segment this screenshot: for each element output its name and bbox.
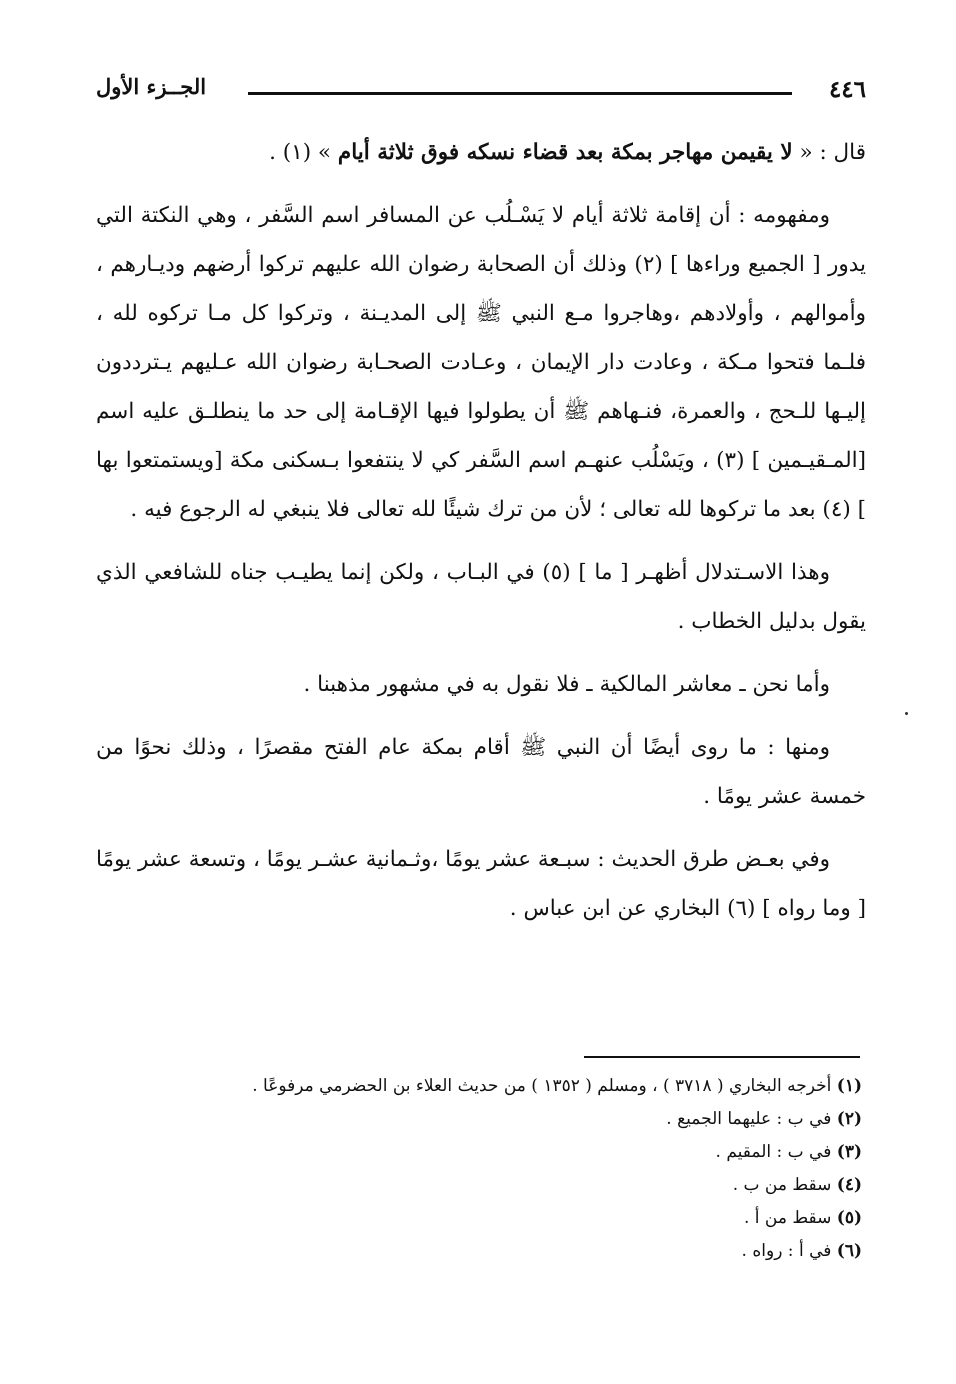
- margin-mark: [905, 712, 908, 715]
- footnote-item: [82, 1103, 862, 1136]
- footnote-item: [82, 1235, 862, 1268]
- footnote-number: (٤): [836, 1175, 862, 1195]
- paragraph-text: وفي بعـض طرق الحديث : سبـعة عشر يومًا ،وثـمانية عشـر يومًا ، وتسعة عشر يومًا [ وما رواه ] (٦) البخاري عن ابن عباس .: [96, 847, 866, 921]
- paragraph-text: وهذا الاسـتدلال أظهـر [ ما ] (٥) في البـاب ، ولكن إنما يطيـب جناه للشافعي الذي يقول بدليل الخطاب .: [96, 560, 866, 634]
- paragraph: [96, 660, 866, 709]
- footnote-text: سقط من أ .: [743, 1208, 837, 1228]
- footnote-number: (٦): [836, 1241, 862, 1261]
- footnotes: [82, 1070, 862, 1268]
- footnote-text: أخرجه البخاري ( ٣٧١٨ ) ، ومسلم ( ١٣٥٢ ) من حديث العلاء بن الحضرمي مرفوعًا .: [252, 1076, 837, 1096]
- paragraph-text: ومنها : ما روى أيضًا أن النبي ﷺ أقام بمكة عام الفتح مقصرًا ، وذلك نحوًا من خمسة عشر يومًا .: [96, 735, 866, 809]
- page-number: ٤٤٦: [828, 76, 866, 103]
- footnote-number: (١): [836, 1076, 862, 1096]
- paragraph-text: قال : «: [792, 140, 866, 165]
- footnote-text: في ب : عليهما الجميع .: [666, 1109, 837, 1129]
- paragraph-text: وأما نحن ـ معاشر المالكية ـ فلا نقول به في مشهور مذهبنا .: [303, 672, 830, 697]
- paragraph: [96, 835, 866, 933]
- paragraph-text: ومفهومه : أن إقامة ثلاثة أيام لا يَسْـلُب عن المسافر اسم السَّفر ، وهي النكتة التي يدور [ الجميع وراءها ] (٢) وذلك أن الصحابة رضوان الله عليهم تركوا أرضهم وديـارهم ، وأموالهم ، وأولادهم ،وهاجروا مـع النبي ﷺ إلى المديـنة ، وتركوا كل مـا تركوه لله ، فلـما فتحوا مـكة ، وعادت دار الإيمان ، وعـادت الصحـابة رضوان الله عـليهم يـترددون إليـها للـحج ، والعمرة، فنـهاهم ﷺ أن يطولوا فيها الإقـامة إلى حد ما ينطلـق عليه اسم [المـقيـمين ] (٣) ، ويَسْلُب عنهـم اسم السَّفر كي لا ينتفعوا بـسكنى مكة [ويستمتعوا بها ] (٤) بعد ما تركوها لله تعالى ؛ لأن من ترك شيئًا لله تعالى فلا ينبغي له الرجوع فيه .: [96, 203, 866, 522]
- footnote-item: [82, 1202, 862, 1235]
- paragraph-text: » (١) .: [269, 140, 338, 165]
- footnote-item: [82, 1169, 862, 1202]
- footnote-text: سقط من ب .: [732, 1175, 837, 1195]
- footnote-item: [82, 1070, 862, 1103]
- paragraph: [96, 548, 866, 646]
- header-title: الجــزء الأول: [96, 74, 207, 99]
- main-text: [96, 128, 866, 947]
- footnote-text: في ب : المقيم .: [715, 1142, 837, 1162]
- paragraph: [96, 128, 866, 177]
- footnote-number: (٥): [836, 1208, 862, 1228]
- running-header: [96, 70, 866, 110]
- paragraph: [96, 723, 866, 821]
- footnote-separator: [584, 1056, 860, 1058]
- hadith-quote: لا يقيمن مهاجر بمكة بعد قضاء نسكه فوق ثلاثة أيام: [337, 140, 793, 165]
- footnote-item: [82, 1136, 862, 1169]
- paragraph: [96, 191, 866, 534]
- footnote-number: (٢): [836, 1109, 862, 1129]
- footnote-number: (٣): [836, 1142, 862, 1162]
- footnote-text: في أ : رواه .: [741, 1241, 837, 1261]
- header-rule: [248, 92, 792, 95]
